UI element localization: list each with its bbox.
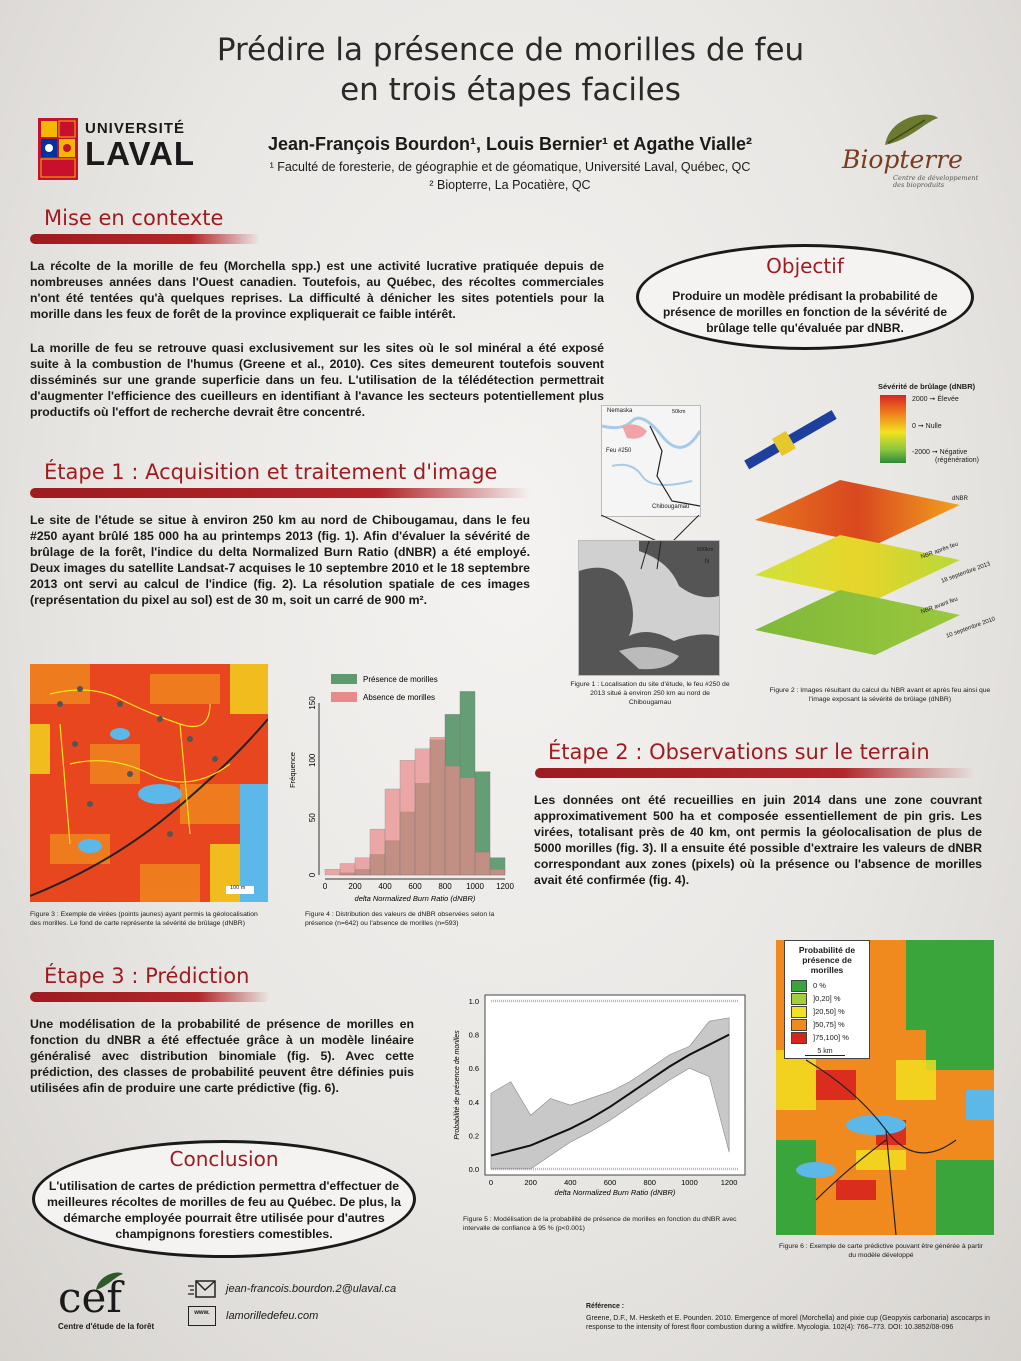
y-axis-label: Fréquence [288, 752, 297, 788]
legend-swatch-absence [331, 692, 357, 702]
fig2-layer1-label: dNBR [952, 496, 969, 502]
fig2-legend-title: Sévérité de brûlage (dNBR) [878, 382, 976, 391]
histogram-bar [325, 869, 340, 875]
fig2-layer3-label: NBR avant feu [920, 596, 959, 616]
x-tick-label: 1000 [466, 882, 484, 891]
reference-text: Greene, D.F., M. Hesketh et E. Pounden. 2010. Emergence of morel (Morchella) and pixie cup (Geopyxis carbonaria) ascocarps in response to the intensity of forest floor combustion during a wildfire. Mycologia. 102(4): 766–773. DOI: 10.3852/08-096 [586, 1315, 990, 1331]
y-tick-label: 0.6 [468, 1064, 479, 1074]
fig6-legend-label: 0 % [813, 981, 826, 990]
ulaval-shield-icon [38, 118, 78, 180]
y-tick-label: 150 [308, 696, 317, 710]
fig1-chibougamau-label: Chibougamau [652, 504, 690, 510]
section-title-contexte: Mise en contexte [44, 206, 224, 230]
fig6-legend [784, 940, 870, 1059]
x-tick-label: 1200 [720, 1178, 738, 1187]
y-tick-label: 1.0 [468, 997, 479, 1006]
x-tick-label: 200 [348, 882, 362, 891]
x-tick-label: 0 [322, 882, 328, 891]
x-tick-label: 200 [524, 1178, 537, 1187]
fig2-caption: Figure 2 : Images résultant du calcul du NBR avant et après feu ainsi que l'image exposant la sévérité de brûlage (dNBR) [769, 687, 991, 703]
legend-presence: Présence de morilles [363, 675, 438, 684]
authors: Jean-François Bourdon¹, Louis Bernier¹ et Agathe Vialle² [267, 134, 753, 154]
title-line-2: en trois étapes faciles [340, 72, 681, 108]
x-tick-label: 600 [408, 882, 422, 891]
objectif-text: Produire un modèle prédisant la probabilité de présence de morilles en fonction de la sévérité de brûlage telle qu'évaluée par dNBR. [662, 289, 948, 335]
fig6-legend-swatch [791, 1006, 807, 1018]
objectif-title: Objectif [766, 254, 844, 278]
fig6-scale: 5 km [805, 1048, 845, 1056]
etape1-text: Le site de l'étude se situe à environ 250 km au nord de Chibougamau, dans le feu #250 ayant brûlé 185 000 ha au printemps 2013 (fig. 1). Afin d'évaluer la sévérité de brûlage de la forêt, l'indice du delta Normalized Burn Ratio (dNBR) a été employé. Deux images du satellite Landsat-7 acquises le 10 septembre 2010 et le 18 septembre 2013 ont servi au calcul de l'indice (fig. 2). La résolution spatiale de ces images (représentation du pixel au sol) est de 30 m, soit un carré de 900 m². [30, 513, 530, 607]
fig2-legend-gradient [880, 395, 906, 463]
x-tick-label: 1000 [681, 1178, 698, 1187]
biopterre-subtitle: Centre de développement des bioproduits [893, 174, 979, 189]
histogram-bar [430, 737, 445, 875]
fig1-local-map [601, 405, 701, 517]
fig1-scale1: 50km [672, 409, 686, 415]
histogram-bar [460, 778, 475, 876]
x-tick-label: 400 [378, 882, 392, 891]
x-tick-label: 1200 [496, 882, 514, 891]
ulaval-logo [38, 118, 78, 185]
fig6-legend-item [791, 979, 869, 992]
y-tick-label: 50 [308, 813, 317, 823]
fig6-legend-swatch [791, 980, 807, 992]
histogram-bar [415, 749, 430, 875]
brush-underline [30, 488, 530, 498]
x-tick-label: 800 [643, 1178, 656, 1187]
x-axis-label: delta Normalized Burn Ratio (dNBR) [554, 1188, 676, 1197]
y-axis-label: Probabilité de présence de morilles [454, 1030, 461, 1140]
affiliations [230, 158, 790, 194]
biopterre-logo: Biopterre [842, 145, 963, 174]
brush-underline [30, 992, 270, 1002]
histogram-bar [400, 760, 415, 875]
x-tick-label: 0 [488, 1178, 494, 1187]
fig1-region-map [578, 540, 720, 676]
fig2-layer3-date: 10 septembre 2010 [945, 616, 997, 640]
fig6-legend-item [791, 1031, 869, 1044]
legend-absence: Absence de morilles [363, 693, 436, 702]
web-icon: www. [188, 1306, 216, 1326]
fig6-legend-swatch [791, 1019, 807, 1031]
fig6-legend-item [791, 1018, 869, 1031]
fig4-caption: Figure 4 : Distribution des valeurs de dNBR observées selon la présence (n=642) ou l'absence de morilles (n=593) [305, 911, 495, 927]
conclusion-title: Conclusion [169, 1147, 279, 1171]
fig6-legend-label: ]75,100] % [813, 1033, 849, 1042]
fig2-layer2-label: NBR après feu [920, 541, 960, 561]
x-tick-label: 400 [564, 1178, 577, 1187]
ulaval-line2: LAVAL [85, 135, 196, 172]
histogram-bar [370, 829, 385, 875]
histogram-bar [445, 766, 460, 875]
fig6-legend-item [791, 992, 869, 1005]
etape2-text: Les données ont été recueillies en juin 2014 dans une zone couvrant approximativement 500 ha et composée essentiellement de pin gris. Les virées, totalisant près de 40 km, ont permis la géolocalisation de plus de 5000 morilles (fig. 3). Il a ensuite été possible d'extraire les valeurs de dNBR correspondant aux zones (pixels) où la présence ou l'absence de morilles avait été confirmée (fig. 4). [534, 793, 982, 887]
contact-web[interactable]: lamorilledefeu.com [226, 1310, 319, 1322]
conclusion-text: L'utilisation de cartes de prédiction permettra d'effectuer de meilleures récoltes de morilles de feu au Québec. De plus, la démarche employée pourrait être utilisée pour d'autres champignons forestiers comestibles. [46, 1179, 401, 1241]
fig1-feu-label: Feu #250 [606, 448, 632, 454]
fig6-legend-item [791, 1005, 869, 1018]
x-tick-label: 800 [438, 882, 452, 891]
fig1-nemaska-label: Nemaska [607, 408, 633, 414]
title-line-1: Prédire la présence de morilles de feu [216, 32, 805, 68]
section-title-etape2: Étape 2 : Observations sur le terrain [548, 740, 930, 764]
histogram-bar [490, 869, 505, 875]
reference-title: Référence : [586, 1303, 625, 1310]
y-tick-label: 0.8 [468, 1030, 479, 1040]
histogram-bar [385, 789, 400, 875]
fig4-histogram [283, 660, 533, 905]
fig6-legend-label: ]50,75] % [813, 1020, 845, 1029]
contact-email[interactable]: jean-francois.bourdon.2@ulaval.ca [226, 1283, 397, 1295]
fig2-layer2-date: 18 septembre 2013 [940, 561, 992, 585]
fig6-caption: Figure 6 : Exemple de carte prédictive pouvant être générée à partir du modèle développé [778, 1243, 984, 1259]
fig2-legend-low: -2000 ➞ Négative [912, 449, 968, 456]
histogram-bar [340, 864, 355, 875]
satellite-icon [735, 400, 845, 475]
ulaval-line1: UNIVERSITÉ [85, 120, 186, 137]
fig6-legend-classes [791, 979, 869, 1044]
histogram-bar [355, 858, 370, 875]
histogram-bar [475, 852, 490, 875]
north-arrow-icon: N [705, 559, 710, 565]
fig5-caption: Figure 5 : Modélisation de la probabilité de présence de morilles en fonction du dNBR avec intervalle de confiance à 95 % (p<0.001) [463, 1216, 737, 1232]
affiliation-2: ² Biopterre, La Pocatière, QC [429, 178, 591, 192]
section-title-etape1: Étape 1 : Acquisition et traitement d'image [44, 460, 498, 484]
fig2-legend-high: 2000 ➞ Élevée [912, 396, 959, 403]
y-tick-label: 0.0 [468, 1165, 479, 1174]
fig3-caption: Figure 3 : Exemple de virées (points jaunes) ayant permis la géolocalisation des morilles. Le fond de carte représente la sévérité de brûlage (dNBR) [30, 911, 258, 927]
legend-swatch-presence [331, 674, 357, 684]
cef-logo: cef [58, 1273, 122, 1322]
affiliation-1: ¹ Faculté de foresterie, de géographie et de géomatique, Université Laval, Québec, QC [269, 160, 751, 174]
fig1-caption: Figure 1 : Localisation du site d'étude, le feu #250 de 2013 situé à environ 250 km au nord de Chibougamau [570, 681, 730, 706]
brush-underline [535, 768, 975, 778]
y-tick-label: 0 [308, 872, 317, 878]
y-tick-label: 0.2 [468, 1131, 479, 1141]
fig3-map [30, 664, 268, 902]
fig2-legend-mid: 0 ➞ Nulle [912, 423, 942, 430]
contexte-paragraph-2: La morille de feu se retrouve quasi exclusivement sur les sites où le sol minéral a été exposé suite à la combustion de l'humus (Greene et al., 2010). Ces sites demeurent toutefois souvent disséminés sur une grande superficie dans un feu. L'utilisation de la télédétection permettrait d'augmenter l'efficience des cueilleurs en identifiant à l'avance les secteurs potentiellement plus productifs où l'effort de recherche devrait être concentré. [30, 341, 604, 419]
fig6-legend-swatch [791, 993, 807, 1005]
fig1-scale2: 500km [697, 547, 714, 553]
section-title-etape3: Étape 3 : Prédiction [44, 964, 250, 988]
fig6-legend-label: ]20,50] % [813, 1007, 845, 1016]
x-tick-label: 600 [603, 1178, 617, 1187]
poster-title [0, 30, 1021, 110]
fig6-legend-label: ]0,20] % [813, 994, 841, 1003]
contexte-paragraph-1: La récolte de la morille de feu (Morchella spp.) est une activité lucrative pratiquée depuis de nombreuses années dans l'Ouest canadien. Toutefois, au Québec, des récoltes commerciales n'ont été tentées qu'à quelques reprises. La difficulté à dénicher les sites potentiels pour la morille dans les feux de forêt de la province expliquerait ce faible intérêt. [30, 259, 604, 321]
y-tick-label: 0.4 [468, 1097, 479, 1107]
cef-subtitle: Centre d'étude de la forêt [58, 1322, 155, 1331]
etape3-text: Une modélisation de la probabilité de présence de morilles en fonction du dNBR a été effectuée grâce à un modèle linéaire généralisé avec distribution binomiale (fig. 5). Avec cette prédiction, des classes de probabilité peuvent être définies puis utilisées afin de produire une carte prédictive (fig. 6). [30, 1017, 414, 1095]
brush-underline [30, 234, 260, 244]
y-tick-label: 100 [308, 753, 317, 767]
fig6-legend-title: Probabilité de présence de morilles [798, 945, 856, 975]
email-icon [188, 1280, 216, 1298]
fig6-legend-swatch [791, 1032, 807, 1044]
fig3-scale: 100 m [230, 885, 246, 891]
fig5-chart [445, 985, 755, 1210]
x-axis-label: delta Normalized Burn Ratio (dNBR) [354, 894, 476, 903]
fig2-legend-low2: (régénération) [935, 457, 979, 464]
